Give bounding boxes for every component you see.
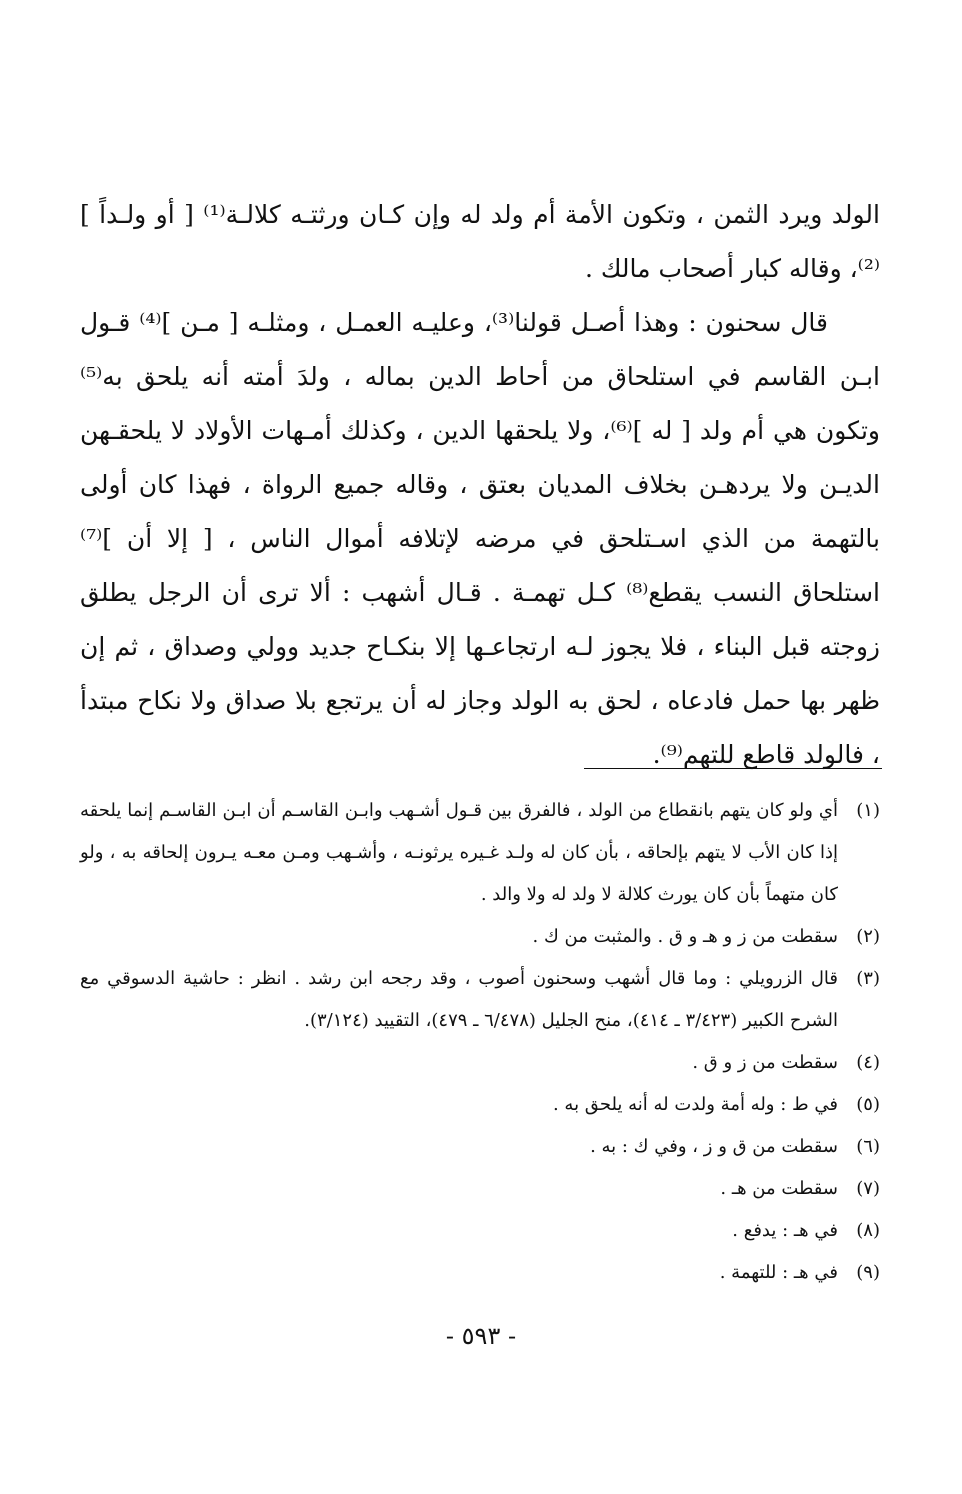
footnote: [80, 1252, 880, 1294]
footnote-number: (٩): [856, 1262, 880, 1283]
footnote-text: سقطت من ز و هـ و ق . والمثبت من ك .: [532, 926, 838, 947]
footnote-text: في ط : وله أمة ولدت له أنه يلحق به .: [552, 1094, 838, 1115]
footnote-text: في هـ : يدفع .: [732, 1220, 838, 1241]
footnote-text: في هـ : للتهمة .: [719, 1262, 838, 1283]
footnote-separator: [584, 768, 882, 769]
page-number: - ٥٩٣ -: [445, 1322, 517, 1350]
footnote-text: قال الزرويلي : وما قال أشهب وسحنون أصوب ، وقد رجحه ابن رشد . انظر : حاشية الدسوقي مع الشرح الكبير (٣/٤٢٣ ـ ٤١٤)، منح الجليل (٦/٤٧٨ ـ ٤٧٩)، التقييد (٣/١٢٤).: [80, 968, 838, 1031]
paragraph: قال سحنون : وهذا أصـل قولنا⁽³⁾، وعليـه العمـل ، ومثلـه [ مـن ]⁽⁴⁾ قـول ابـن القاسم في استلحاق من أحاط الدين بماله ، ولدَ أمته أنه يلحق به⁽⁵⁾ وتكون هي أم ولد [ له ]⁽⁶⁾، ولا يلحقها الدين ، وكذلك أمـهات الأولاد لا يلحقـهن الديـن ولا يردهـن بخلاف المديان بعتق ، وقاله جميع الرواة ، فهذا كان أولى بالتهمة من الذي اسـتلحق في مرضه لإتلافه أموال الناس ، [ إلا أن ]⁽⁷⁾ استلحاق النسب يقطع⁽⁸⁾ كـل تهمـة . قـال أشهب : ألا ترى أن الرجل يطلق زوجته قبل البناء ، فلا يجوز لـه ارتجاعـها إلا بنكـاح جديد وولي وصداق ، ثم إن ظهر بها حمل فادعاه ، لحق به الولد وجاز له أن يرتجع بلا صداق ولا نكاح مبتدأ ، فالولد قاطع للتهم⁽⁹⁾.: [80, 308, 881, 769]
footnote-number: (٨): [856, 1220, 880, 1241]
footnote-text: سقطت من ز و ق .: [692, 1052, 838, 1073]
footnote-number: (٤): [856, 1052, 880, 1073]
footnote-number: (٢): [856, 926, 880, 947]
footnote-text: أي ولو كان يتهم بانقطاع من الولد ، فالفرق بين قـول أشـهب وابـن القاسـم أن ابـن القاسـم إنما يلحقه إذا كان الأب لا يتهم بإلحاقه ، بأن كان له ولـد غـيره يرثونـه ، وأشـهب ومـن معـه يـرون إلحاقه به ، ولو كان متهماً بأن كان يورث كلالة لا ولد له ولا والد .: [80, 800, 838, 905]
footnote-number: (٦): [856, 1136, 880, 1157]
footnote-text: سقطت من هـ .: [720, 1178, 838, 1199]
footnote: [80, 1084, 880, 1126]
main-text: [80, 188, 880, 782]
footnote-text: سقطت من ق و ز ، وفي ك : به .: [590, 1136, 838, 1157]
footnote-number: (٧): [856, 1178, 880, 1199]
footnote: [80, 1210, 880, 1252]
footnote: [80, 1042, 880, 1084]
footnote: [80, 958, 880, 1042]
footnotes: [80, 790, 880, 1294]
footnote-number: (٣): [856, 968, 880, 989]
footnote: [80, 790, 880, 916]
footnote: [80, 1168, 880, 1210]
footnote: [80, 916, 880, 958]
footnote-number: (١): [856, 800, 880, 821]
paragraph: الولد ويرد الثمن ، وتكون الأمة أم ولد له وإن كـان ورثتـه كلالـة⁽¹⁾ [ أو ولـداً ]⁽²⁾، وقاله كبار أصحاب مالك .: [80, 200, 880, 283]
footnote-number: (٥): [856, 1094, 880, 1115]
footnote: [80, 1126, 880, 1168]
